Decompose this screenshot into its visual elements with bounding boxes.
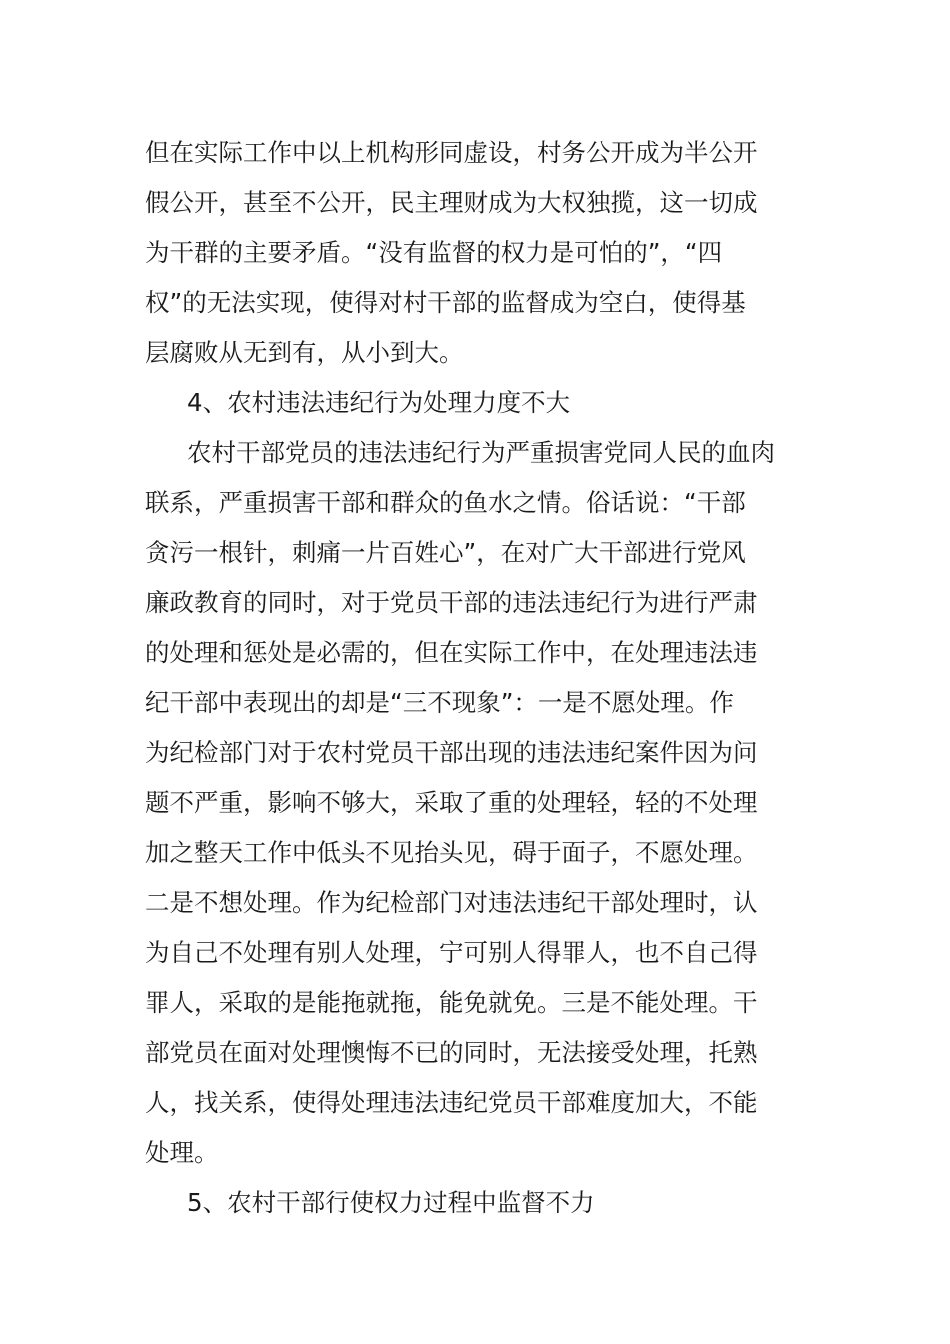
text-line: 为自己不处理有别人处理，宁可别人得罪人，也不自己得 bbox=[145, 938, 758, 967]
text-line: 罪人，采取的是能拖就拖，能免就免。三是不能处理。干 bbox=[145, 988, 758, 1017]
text-line: 廉政教育的同时，对于党员干部的违法违纪行为进行严肃 bbox=[145, 588, 758, 617]
text-line: 为干群的主要矛盾。“没有监督的权力是可怕的”，“四 bbox=[145, 238, 723, 267]
section-heading-4: 4、农村违法违纪行为处理力度不大 bbox=[187, 388, 571, 417]
text-line: 纪干部中表现出的却是“三不现象”：一是不愿处理。作 bbox=[145, 688, 734, 717]
paragraph-start: 农村干部党员的违法违纪行为严重损害党同人民的血肉 bbox=[187, 438, 775, 467]
text-line: 部党员在面对处理懊悔不已的同时，无法接受处理，托熟 bbox=[145, 1038, 758, 1067]
text-line: 处理。 bbox=[145, 1138, 219, 1167]
text-line: 层腐败从无到有，从小到大。 bbox=[145, 338, 464, 367]
text-line: 贪污一根针，刺痛一片百姓心”，在对广大干部进行党风 bbox=[145, 538, 746, 567]
text-line: 人，找关系，使得处理违法违纪党员干部难度加大，不能 bbox=[145, 1088, 758, 1117]
section-heading-5: 5、农村干部行使权力过程中监督不力 bbox=[187, 1188, 595, 1217]
text-line: 题不严重，影响不够大，采取了重的处理轻，轻的不处理 bbox=[145, 788, 758, 817]
document-body bbox=[145, 128, 815, 1228]
text-line: 联系，严重损害干部和群众的鱼水之情。俗话说：“干部 bbox=[145, 488, 746, 517]
text-line: 但在实际工作中以上机构形同虚设，村务公开成为半公开 bbox=[145, 138, 758, 167]
text-line: 的处理和惩处是必需的，但在实际工作中，在处理违法违 bbox=[145, 638, 758, 667]
text-line: 假公开，甚至不公开，民主理财成为大权独揽，这一切成 bbox=[145, 188, 758, 217]
text-line: 加之整天工作中低头不见抬头见，碍于面子，不愿处理。 bbox=[145, 838, 758, 867]
text-line: 权”的无法实现，使得对村干部的监督成为空白，使得基 bbox=[145, 288, 746, 317]
text-line: 为纪检部门对于农村党员干部出现的违法违纪案件因为问 bbox=[145, 738, 758, 767]
text-line: 二是不想处理。作为纪检部门对违法违纪干部处理时，认 bbox=[145, 888, 758, 917]
